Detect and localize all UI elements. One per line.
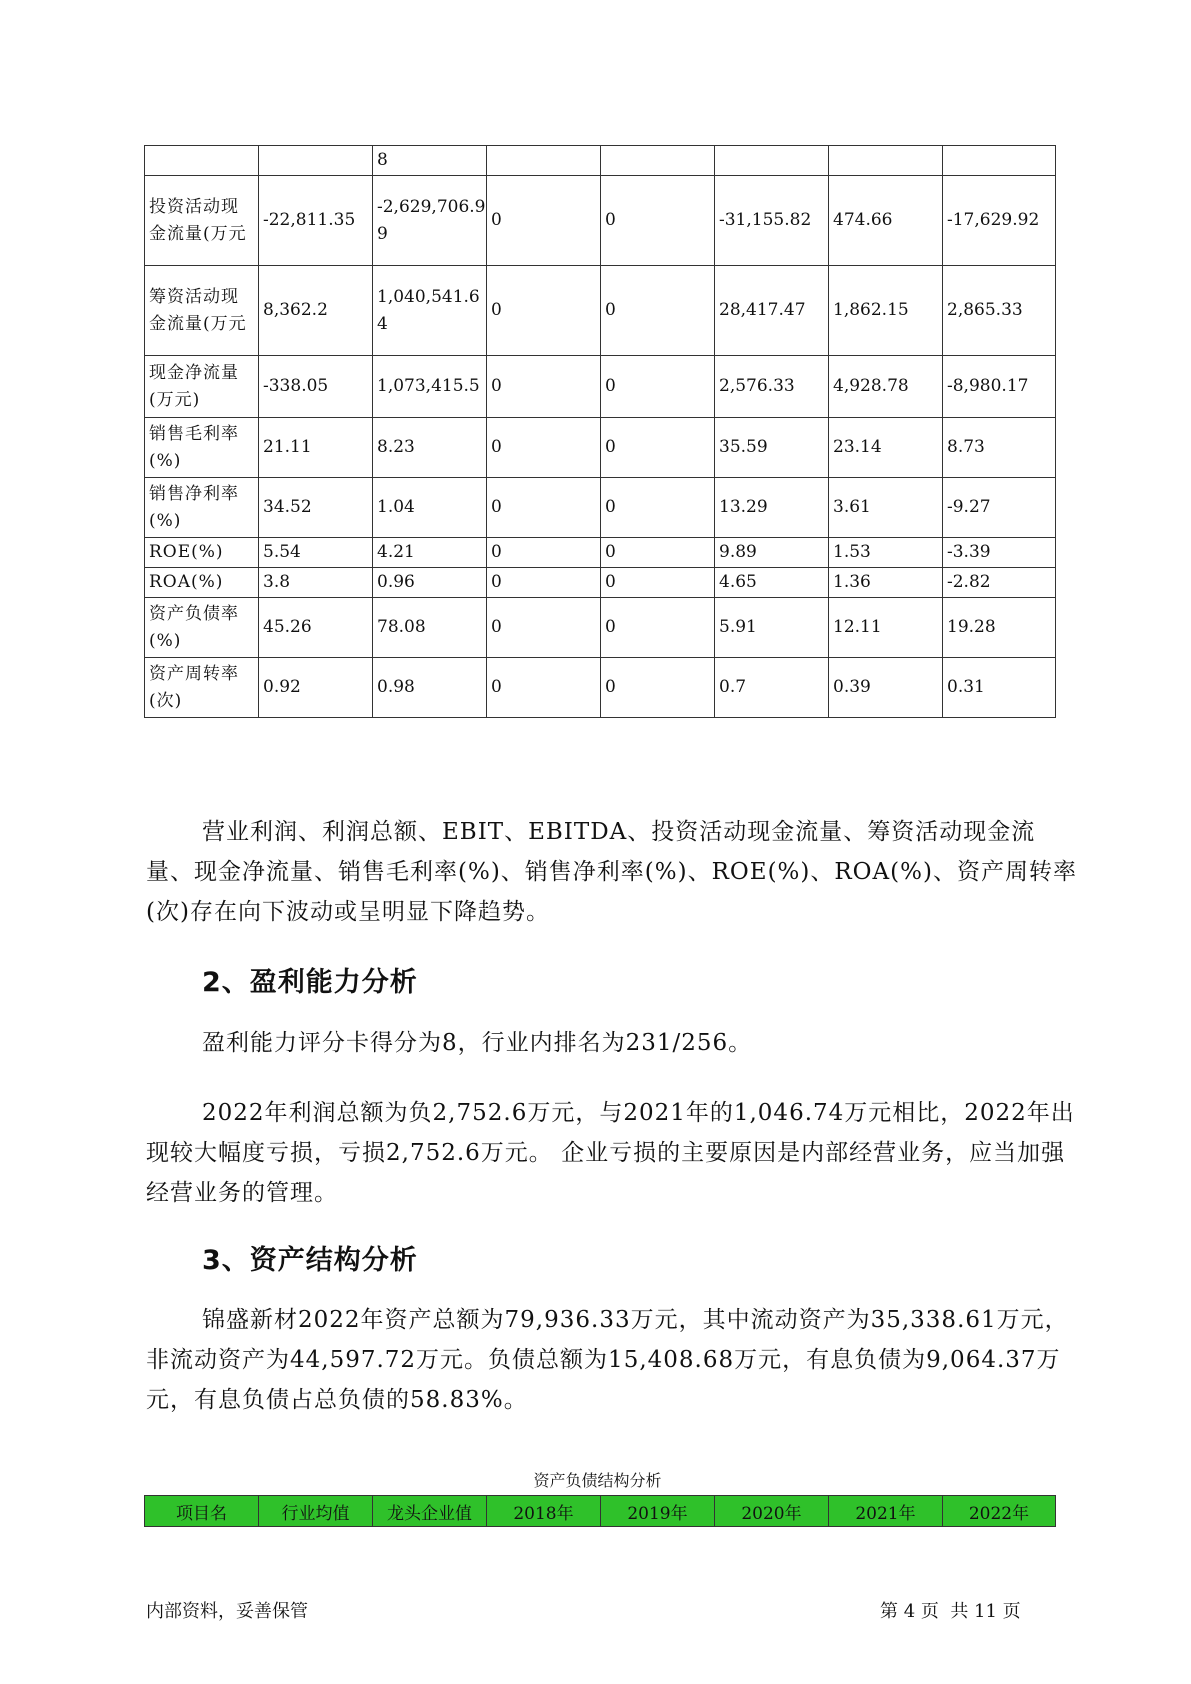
row-label: ROE(%): [145, 538, 259, 568]
table-cell: 0.7: [715, 658, 829, 718]
table-cell: 8.23: [373, 418, 487, 478]
table-cell: 0: [601, 418, 715, 478]
table-cell: 0: [487, 356, 601, 418]
table-cell: 0.39: [829, 658, 943, 718]
table-header-row: [145, 1496, 1056, 1527]
table-cell: 4.21: [373, 538, 487, 568]
header-cell: 2022年: [943, 1496, 1056, 1527]
table-cell: 3.8: [259, 568, 373, 598]
table-cell: 1.36: [829, 568, 943, 598]
trend-paragraph: 营业利润、利润总额、EBIT、EBITDA、投资活动现金流量、筹资活动现金流量、现金净流量、销售毛利率(%)、销售净利率(%)、ROE(%)、ROA(%)、资产周转率(次)存在向下波动或呈明显下降趋势。: [146, 819, 1077, 925]
table-cell: 0: [487, 176, 601, 266]
table-cell: 0.31: [943, 658, 1056, 718]
table-cell: 0: [601, 478, 715, 538]
table-caption: 资产负债结构分析: [533, 1471, 662, 1490]
table-cell: -22,811.35: [259, 176, 373, 266]
table-cell: 0: [487, 538, 601, 568]
table-cell: [829, 146, 943, 176]
table-cell: 0: [487, 418, 601, 478]
table-cell: 474.66: [829, 176, 943, 266]
table-row: [145, 538, 1056, 568]
row-label: 资产周转率(次): [145, 658, 259, 718]
table-cell: 28,417.47: [715, 266, 829, 356]
row-label: 投资活动现金流量(万元: [145, 176, 259, 266]
table-cell: [715, 146, 829, 176]
table-cell: 0: [601, 266, 715, 356]
table-cell: 45.26: [259, 598, 373, 658]
table-cell: 1,040,541.64: [373, 266, 487, 356]
header-cell: 2021年: [829, 1496, 943, 1527]
header-cell: 2018年: [487, 1496, 601, 1527]
table-cell: 1.53: [829, 538, 943, 568]
table-row: [145, 598, 1056, 658]
table-cell: 78.08: [373, 598, 487, 658]
table-cell: -2,629,706.99: [373, 176, 487, 266]
table-cell: 3.61: [829, 478, 943, 538]
assets-paragraph: 锦盛新材2022年资产总额为79,936.33万元，其中流动资产为35,338.61万元，非流动资产为44,597.72万元。负债总额为15,408.68万元，有息负债为9,064.37万元，有息负债占总负债的58.83%。: [146, 1307, 1069, 1413]
financial-indicators-table: [144, 145, 1056, 718]
table-cell: 0: [487, 266, 601, 356]
section-heading-profitability: 2、盈利能力分析: [202, 967, 418, 998]
row-label: 资产负债率(%): [145, 598, 259, 658]
table-cell: 0: [601, 568, 715, 598]
table-row: [145, 658, 1056, 718]
header-cell: 2020年: [715, 1496, 829, 1527]
table-cell: 4,928.78: [829, 356, 943, 418]
table-cell: 0: [601, 598, 715, 658]
table-row: [145, 418, 1056, 478]
table-cell: 1.04: [373, 478, 487, 538]
table-cell: 1,073,415.5: [373, 356, 487, 418]
row-label: 筹资活动现金流量(万元: [145, 266, 259, 356]
table-cell: 23.14: [829, 418, 943, 478]
table-cell: 19.28: [943, 598, 1056, 658]
section-heading-asset-structure: 3、资产结构分析: [202, 1245, 418, 1276]
table-cell: 0: [487, 598, 601, 658]
table-cell: -3.39: [943, 538, 1056, 568]
table-cell: 12.11: [829, 598, 943, 658]
header-cell: 项目名: [145, 1496, 259, 1527]
row-label: ROA(%): [145, 568, 259, 598]
table-cell: 13.29: [715, 478, 829, 538]
table-cell: 9.89: [715, 538, 829, 568]
table-cell: 0: [601, 356, 715, 418]
balance-structure-table: [144, 1495, 1056, 1527]
table-cell: -17,629.92: [943, 176, 1056, 266]
table-cell: 34.52: [259, 478, 373, 538]
table-row: [145, 568, 1056, 598]
profit-paragraph: 2022年利润总额为负2,752.6万元，与2021年的1,046.74万元相比，2022年出现较大幅度亏损，亏损2,752.6万元。 企业亏损的主要原因是内部经营业务，应当加强经营业务的管理。: [146, 1100, 1075, 1206]
row-label: 销售净利率(%): [145, 478, 259, 538]
table-cell: 2,865.33: [943, 266, 1056, 356]
table-cell: -8,980.17: [943, 356, 1056, 418]
table-cell: 0.92: [259, 658, 373, 718]
table-cell: 8.73: [943, 418, 1056, 478]
table-cell: 5.54: [259, 538, 373, 568]
table-cell: -31,155.82: [715, 176, 829, 266]
table-cell: 0: [601, 538, 715, 568]
table-cell: -2.82: [943, 568, 1056, 598]
header-cell: 2019年: [601, 1496, 715, 1527]
table-cell: [259, 146, 373, 176]
header-cell: 行业均值: [259, 1496, 373, 1527]
table-cell: 0: [601, 658, 715, 718]
row-label: [145, 146, 259, 176]
table-cell: 0.96: [373, 568, 487, 598]
table-row: [145, 356, 1056, 418]
table-cell: 8,362.2: [259, 266, 373, 356]
table-cell: 0.98: [373, 658, 487, 718]
table-cell: -338.05: [259, 356, 373, 418]
table-cell: [601, 146, 715, 176]
table-cell: 5.91: [715, 598, 829, 658]
table-cell: 0: [487, 568, 601, 598]
table-cell: 8: [373, 146, 487, 176]
table-cell: 4.65: [715, 568, 829, 598]
table-cell: 1,862.15: [829, 266, 943, 356]
table-cell: 35.59: [715, 418, 829, 478]
score-paragraph: 盈利能力评分卡得分为8，行业内排名为231/256。: [202, 1030, 753, 1056]
table-cell: 21.11: [259, 418, 373, 478]
footer-page-number: 第 4 页 共 11 页: [880, 1601, 1021, 1622]
table-cell: 0: [487, 478, 601, 538]
table-row: [145, 266, 1056, 356]
table-row: [145, 176, 1056, 266]
table-cell: [487, 146, 601, 176]
header-cell: 龙头企业值: [373, 1496, 487, 1527]
table-row: [145, 146, 1056, 176]
row-label: 现金净流量(万元): [145, 356, 259, 418]
footer-confidential: 内部资料，妥善保管: [146, 1601, 308, 1622]
table-cell: 0: [487, 658, 601, 718]
row-label: 销售毛利率(%): [145, 418, 259, 478]
table-cell: 2,576.33: [715, 356, 829, 418]
table-cell: [943, 146, 1056, 176]
table-cell: 0: [601, 176, 715, 266]
table-cell: -9.27: [943, 478, 1056, 538]
table-row: [145, 478, 1056, 538]
